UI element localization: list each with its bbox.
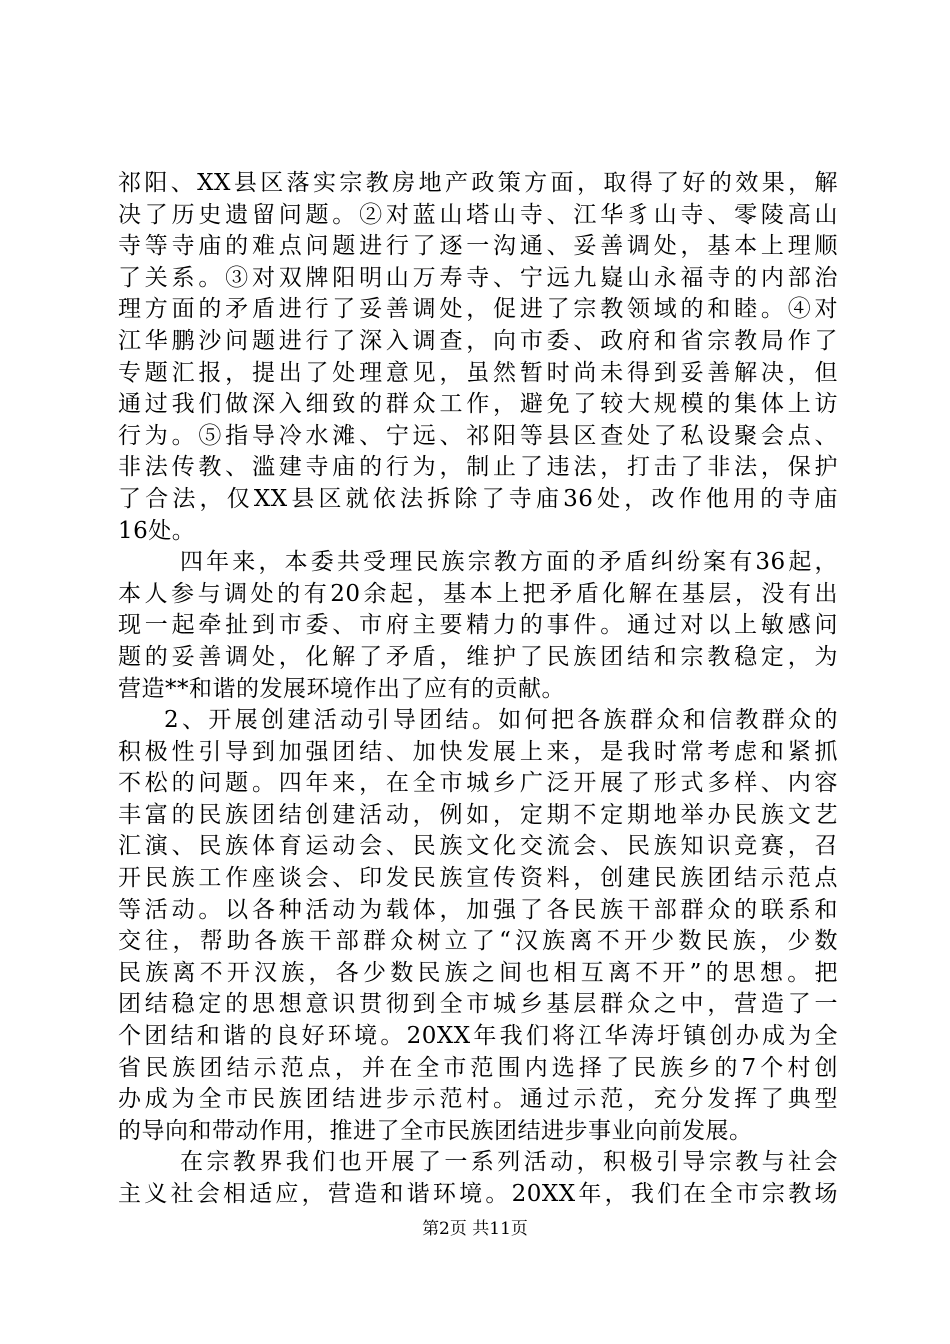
text-line: 民族离不开汉族，各少数民族之间也相互离不开”的思想。把 [118,959,838,986]
text-line: 不松的问题。四年来，在全市城乡广泛开展了形式多样、内容 [118,770,838,797]
text-line: 题的妥善调处，化解了矛盾，维护了民族团结和宗教稳定，为 [118,643,838,670]
text-line: 理方面的矛盾进行了妥善调处，促进了宗教领域的和睦。④对 [118,296,838,323]
text-line: 了合法，仅XX县区就依法拆除了寺庙36处，改作他用的寺庙 [118,485,838,512]
text-line: 主义社会相适应，营造和谐环境。20XX年，我们在全市宗教场 [118,1181,838,1207]
document-body [118,168,838,1211]
paragraph-start-line: 2、开展创建活动引导团结。如何把各族群众和信教群众的 [164,707,838,734]
text-line: 汇演、民族体育运动会、民族文化交流会、民族知识竞赛，召 [118,833,838,860]
text-line: 祁阳、XX县区落实宗教房地产政策方面，取得了好的效果，解 [118,170,838,196]
text-line: 省民族团结示范点，并在全市范围内选择了民族乡的7个村创 [118,1054,838,1081]
text-line: 办成为全市民族团结进步示范村。通过示范，充分发挥了典型 [118,1086,838,1113]
text-line: 营造**和谐的发展环境作出了应有的贡献。 [118,675,565,702]
text-line: 专题汇报，提出了处理意见，虽然暂时尚未得到妥善解决，但 [118,359,838,386]
paragraph-start-line: 四年来，本委共受理民族宗教方面的矛盾纠纷案有36起， [180,549,838,576]
text-line: 本人参与调处的有20余起，基本上把矛盾化解在基层，没有出 [118,580,838,607]
text-line: 积极性引导到加强团结、加快发展上来，是我时常考虑和紧抓 [118,738,838,765]
text-line: 的导向和带动作用，推进了全市民族团结进步事业向前发展。 [118,1117,753,1144]
text-line: 决了历史遗留问题。②对蓝山塔山寺、江华豸山寺、零陵高山 [118,201,838,228]
text-line: 寺等寺庙的难点问题进行了逐一沟通、妥善调处，基本上理顺 [118,233,838,260]
text-line: 开民族工作座谈会、印发民族宣传资料，创建民族团结示范点 [118,865,838,892]
text-line: 通过我们做深入细致的群众工作，避免了较大规模的集体上访 [118,391,838,418]
text-line: 团结稳定的思想意识贯彻到全市城乡基层群众之中，营造了一 [118,991,838,1018]
text-line: 等活动。以各种活动为载体，加强了各民族干部群众的联系和 [118,896,838,923]
text-line: 现一起牵扯到市委、市府主要精力的事件。通过对以上敏感问 [118,612,838,639]
text-line: 江华鹏沙问题进行了深入调查，向市委、政府和省宗教局作了 [118,327,838,354]
text-line: 非法传教、滥建寺庙的行为，制止了违法，打击了非法，保护 [118,454,838,481]
paragraph-start-line: 在宗教界我们也开展了一系列活动，积极引导宗教与社会 [180,1149,838,1176]
text-line: 个团结和谐的良好环境。20XX年我们将江华涛圩镇创办成为全 [118,1023,838,1050]
text-line: 行为。⑤指导冷水滩、宁远、祁阳等县区查处了私设聚会点、 [118,422,838,449]
text-line: 交往，帮助各族干部群众树立了“汉族离不开少数民族，少数 [118,928,838,955]
text-line: 16处。 [118,517,196,544]
text-line: 丰富的民族团结创建活动，例如，定期不定期地举办民族文艺 [118,801,838,828]
text-line: 了关系。③对双牌阳明山万寿寺、宁远九嶷山永福寺的内部治 [118,264,838,291]
page-number-footer: 第2页 共11页 [422,1219,528,1239]
